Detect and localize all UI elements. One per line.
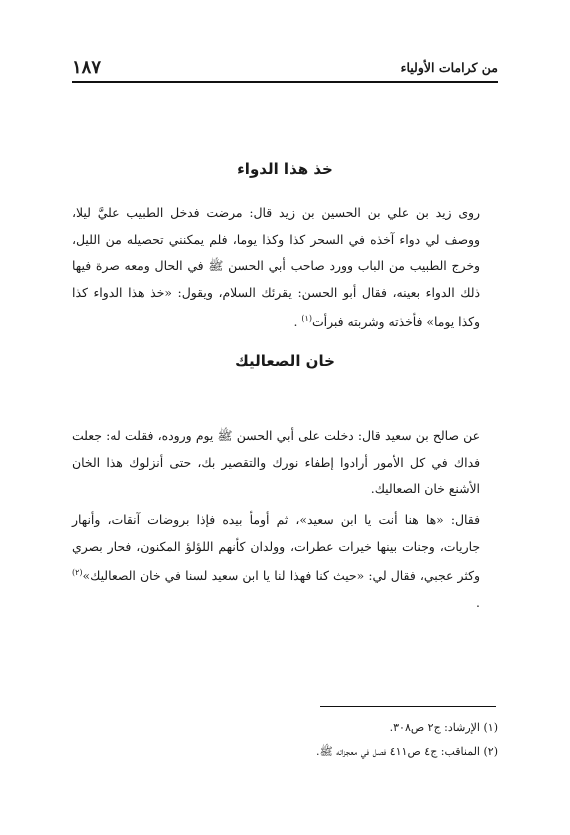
footnote-ref: (١) <box>301 314 312 323</box>
section-paragraph-khan-1: عن صالح بن سعيد قال: دخلت على أبي الحسن ﷺ يوم وروده، فقلت له: جعلت فداك في كل الأمور أرادوا إطفاء نورك والتقصير بك، حتى أنزلوك هذا الخان الأشنع خان الصعاليك. <box>72 428 480 496</box>
section-paragraph-medicine <box>72 200 498 336</box>
header-rule <box>72 81 498 83</box>
paragraph-text: روى زيد بن علي بن الحسين بن زيد قال: مرضت فدخل الطبيب عليَّ ليلا، ووصف لي دواء آخذه في السحر كذا وكذا يوما، فلم يمكنني تحصيله من الليل، وخرج الطبيب من الباب وورد صاحب أبي الحسن ﷺ في الحال ومعه صرة فيها ذلك الدواء بعينه، فقال أبو الحسن: يقرئك السلام، ويقول: «خذ هذا الدواء كذا وكذا يوما» فأخذته وشربته فبرأت <box>72 205 480 330</box>
paragraph-end: . <box>476 594 480 610</box>
running-title: من كرامات الأولياء <box>400 60 498 75</box>
footnote-2: (٢) المناقب: ج٤ ص٤١١ فصل في معجزاته ﷺ. <box>315 745 498 758</box>
footnote-1: (١) الإرشاد: ج٢ ص٣٠٨. <box>389 721 498 734</box>
section-heading-medicine: خذ هذا الدواء <box>237 160 333 178</box>
section-paragraph-khan-2 <box>72 507 498 616</box>
paragraph-text: فقال: «ها هنا أنت يا ابن سعيد»، ثم أومأ بيده فإذا بروضات آنقات، وأنهار جاريات، وجنات بينها خيرات عطرات، وولدان كأنهم اللؤلؤ المكنون، فحار بصري وكثر عجبي، فقال لي: «حيث كنا فهذا لنا يا ابن سعيد لسنا في خان الصعاليك» <box>72 512 480 584</box>
section-heading-khan: خان الصعاليك <box>235 352 335 370</box>
footnote-rule <box>320 706 496 707</box>
page-number: ١٨٧ <box>72 57 102 78</box>
paragraph-end: . <box>293 314 298 330</box>
footnote-ref: (٢) <box>72 568 83 577</box>
running-header <box>72 58 498 80</box>
footnotes <box>72 716 498 764</box>
